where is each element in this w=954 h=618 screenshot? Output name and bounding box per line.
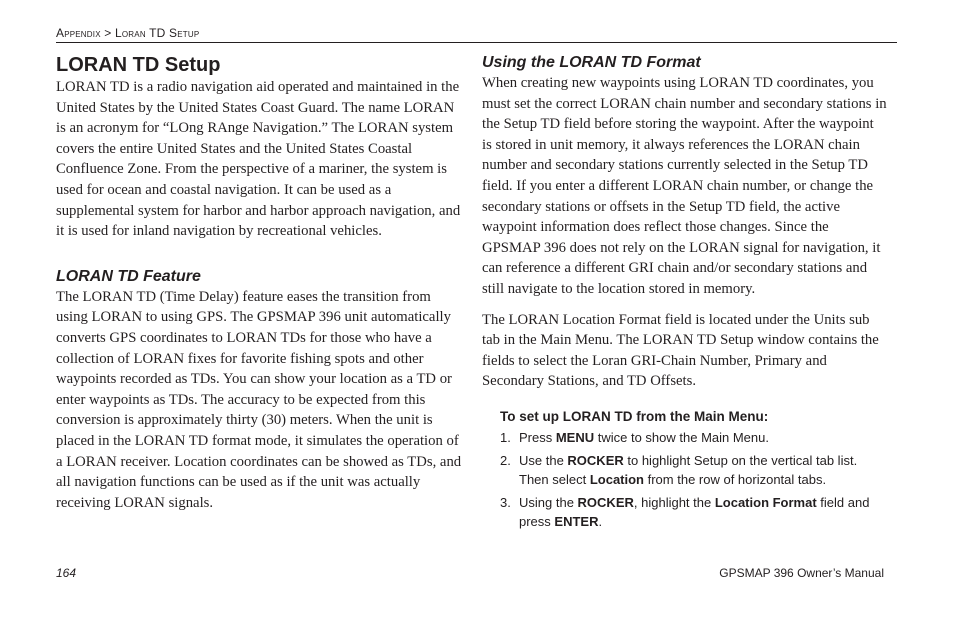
manual-title: GPSMAP 396 Owner’s Manual	[719, 566, 884, 580]
step-number: 2.	[500, 452, 511, 468]
page-title: LORAN TD Setup	[56, 54, 221, 76]
step-number: 3.	[500, 494, 511, 510]
procedure	[500, 408, 887, 531]
step-text: Use the ROCKER to highlight Setup on the vertical tab list. Then select Location from the row of horizontal tabs.	[519, 452, 858, 487]
breadcrumb-loran-td-setup[interactable]: Loran TD Setup	[115, 26, 200, 40]
procedure-step	[500, 428, 887, 447]
step-number: 1.	[500, 429, 511, 445]
step-text: Press MENU twice to show the Main Menu.	[519, 429, 769, 445]
step-text: Using the ROCKER, highlight the Location Format field and press ENTER.	[519, 494, 870, 529]
breadcrumb-appendix[interactable]: Appendix	[56, 26, 101, 40]
left-column	[56, 53, 464, 513]
header-rule	[56, 42, 897, 43]
key-rocker: ROCKER	[577, 494, 634, 510]
procedure-step	[500, 493, 887, 531]
feature-paragraph: The LORAN TD (Time Delay) feature eases the transition from using LORAN to using GPS. The GPSMAP 396 unit automatically converts GPS coordinates to LORAN TDs for those who have a collection of LORAN fixes for favorite fishing spots and other waypoints recorded as TDs. You can show your location as a TD or enter waypoints as TDs. The accuracy to be expected from this conversion is approximately thirty (30) meters. When the unit is placed in the LORAN TD format mode, it simulates the operation of a LORAN receiver. Location coordinates can be showed as TDs, and all navigation functions can be used as if the unit was actually receiving LORAN signals.	[56, 288, 462, 511]
procedure-title: To set up LORAN TD from the Main Menu:	[500, 408, 769, 424]
key-rocker: ROCKER	[567, 452, 624, 468]
intro-paragraph: LORAN TD is a radio navigation aid operated and maintained in the United States by the United States Coast Guard. The name LORAN is an acronym for “LOng RAnge Navigation.” The LORAN system covers the entire United States and the United States Coastal Confluence Zone. From the perspective of a mariner, the system is used for ocean and coastal navigation. It can be used as a supplemental system for harbor and harbor approach navigation, and it is used for inland navigation by recreational vehicles.	[56, 79, 461, 240]
breadcrumb	[56, 26, 199, 40]
tab-location: Location	[589, 471, 644, 487]
page-number: 164	[56, 566, 77, 580]
breadcrumb-separator: >	[100, 26, 116, 40]
procedure-step	[500, 451, 887, 489]
feature-heading: LORAN TD Feature	[56, 267, 201, 285]
field-location-format: Location Format	[714, 494, 817, 510]
format-heading: Using the LORAN TD Format	[482, 54, 701, 71]
format-paragraph-2: The LORAN Location Format field is located under the Units sub tab in the Main Menu. The LORAN TD Setup window contains the fields to select the Loran GRI-Chain Number, Primary and Secondary Stations, and TD Offsets.	[482, 311, 879, 390]
right-column	[482, 53, 887, 535]
key-menu: MENU	[555, 429, 595, 445]
format-paragraph-1: When creating new waypoints using LORAN TD coordinates, you must set the correct LORAN chain number and secondary stations in the Setup TD field before storing the waypoint. After the waypoint is stored in unit memory, it always references the LORAN chain number and secondary stations currently selected in the Setup TD field. If you enter a different LORAN chain number, or change the secondary stations or offsets in the Setup TD field, the active waypoint information does reflect those changes. Since the GPSMAP 396 does not rely on the LORAN signal for navigation, it can reference a different GRI chain and/or secondary stations and still navigate to the location stored in memory.	[482, 75, 887, 297]
key-enter: ENTER	[554, 513, 599, 529]
